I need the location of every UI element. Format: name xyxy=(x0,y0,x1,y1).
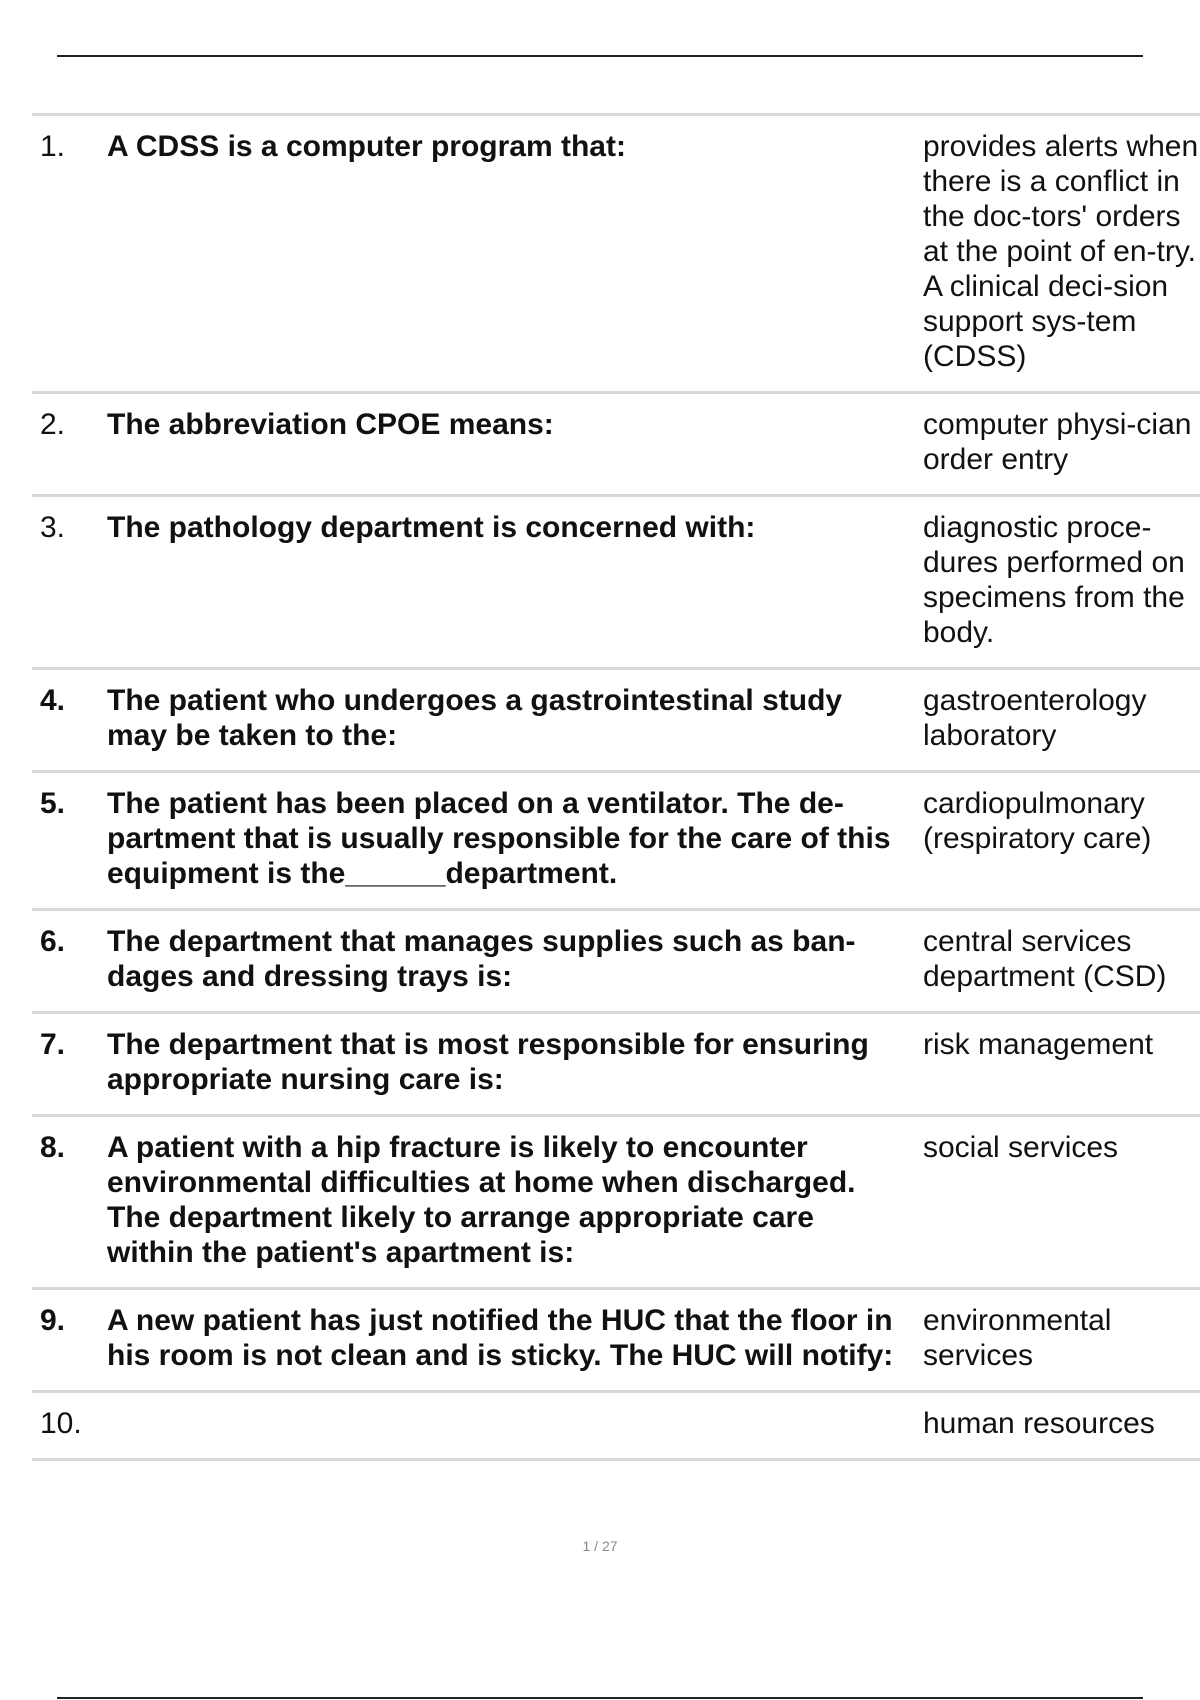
question-text: A new patient has just notified the HUC that the floor in his room is not clean and is sticky. The HUC will notify: xyxy=(107,1304,894,1372)
answer-text: diagnostic proce-dures performed on specimens from the body. xyxy=(923,511,1185,649)
row-number: 5. xyxy=(40,787,66,820)
row-number: 7. xyxy=(40,1028,66,1061)
answer-text: provides alerts when there is a conflict in the doc-tors' orders at the point of en-try. A clinical deci-sion support sys-tem (CDSS) xyxy=(923,130,1199,373)
question-text: The abbreviation CPOE means: xyxy=(107,408,554,441)
answer-text: gastroenterology laboratory xyxy=(923,684,1147,752)
question-text: A CDSS is a computer program that: xyxy=(107,130,626,163)
question-text: The patient who undergoes a gastrointestinal study may be taken to the: xyxy=(107,684,843,752)
question-text: The patient has been placed on a ventilator. The de-partment that is usually responsible for the care of this equipment is the______department. xyxy=(107,787,891,890)
row-number: 9. xyxy=(40,1304,66,1337)
answer-text: human resources xyxy=(923,1407,1155,1440)
row-number: 10. xyxy=(40,1407,82,1440)
question-text: The pathology department is concerned with: xyxy=(107,511,756,544)
row-number: 2. xyxy=(40,408,66,441)
answer-text: risk management xyxy=(923,1028,1154,1061)
table-row xyxy=(32,1290,1200,1393)
table-row xyxy=(32,773,1200,911)
row-number: 3. xyxy=(40,511,66,544)
table-row xyxy=(32,911,1200,1014)
table-row xyxy=(32,116,1200,394)
question-text: The department that manages supplies such as ban-dages and dressing trays is: xyxy=(107,925,856,993)
answer-text: central services department (CSD) xyxy=(923,925,1167,993)
answer-text: social services xyxy=(923,1131,1119,1164)
bottom-rule xyxy=(57,1697,1143,1699)
question-text xyxy=(107,1406,917,1441)
row-number: 8. xyxy=(40,1131,66,1164)
row-number: 1. xyxy=(40,130,66,163)
answer-text: environmental services xyxy=(923,1304,1112,1372)
answer-text: computer physi-cian order entry xyxy=(923,408,1192,476)
row-number: 6. xyxy=(40,925,66,958)
table-row xyxy=(32,1393,1200,1461)
flashcard-table xyxy=(32,113,1200,1461)
top-rule xyxy=(57,55,1143,57)
table-row xyxy=(32,394,1200,497)
table-row xyxy=(32,1117,1200,1290)
page-number: 1 / 27 xyxy=(582,1538,618,1554)
question-text: A patient with a hip fracture is likely to encounter environmental difficulties at home when discharged. The department likely to arrange appropriate care within the patient's apartment is: xyxy=(107,1131,856,1269)
row-number: 4. xyxy=(40,684,66,717)
table-row xyxy=(32,1014,1200,1117)
answer-text: cardiopulmonary (respiratory care) xyxy=(923,787,1152,855)
question-text: The department that is most responsible for ensuring appropriate nursing care is: xyxy=(107,1028,869,1096)
table-row xyxy=(32,497,1200,670)
table-row xyxy=(32,670,1200,773)
